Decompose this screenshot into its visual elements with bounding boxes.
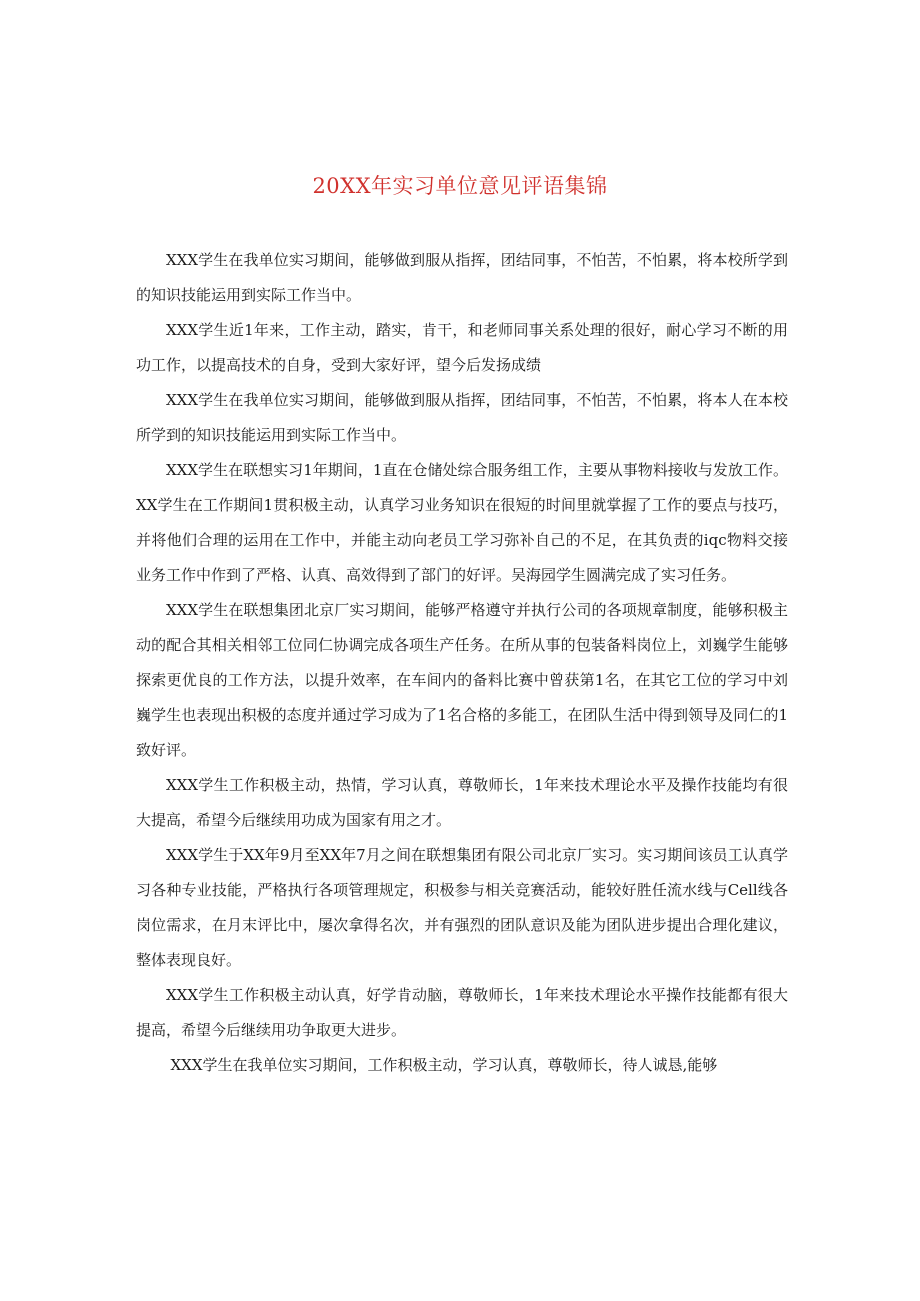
paragraph: XXX学生在联想实习1年期间，1直在仓储处综合服务组工作，主要从事物料接收与发放工作。XX学生在工作期间1贯积极主动，认真学习业务知识在很短的时间里就掌握了工作的要点与技巧，并将他们合理的运用在工作中，并能主动向老员工学习弥补自己的不足，在其负责的iqc物料交接业务工作中作到了严格、认真、高效得到了部门的好评。吴海园学生圆满完成了实习任务。 <box>136 461 788 584</box>
paragraph: XXX学生在联想集团北京厂实习期间，能够严格遵守并执行公司的各项规章制度，能够积极主动的配合其相关相邻工位同仁协调完成各项生产任务。在所从事的包装备料岗位上，刘巍学生能够探索更优良的工作方法，以提升效率，在车间内的备料比赛中曾获第1名，在其它工位的学习中刘巍学生也表现出积极的态度并通过学习成为了1名合格的多能工，在团队生活中得到领导及同仁的1致好评。 <box>136 601 788 759</box>
paragraph: XXX学生在我单位实习期间，工作积极主动，学习认真，尊敬师长，待人诚恳,能够 <box>170 1056 718 1074</box>
paragraph: XXX学生在我单位实习期间，能够做到服从指挥，团结同事，不怕苦，不怕累，将本校所学到的知识技能运用到实际工作当中。 <box>136 251 788 304</box>
paragraph: XXX学生工作积极主动，热情，学习认真，尊敬师长，1年来技术理论水平及操作技能均有很大提高，希望今后继续用功成为国家有用之才。 <box>136 776 788 829</box>
document-title: 20XX年实习单位意见评语集锦 <box>312 174 608 198</box>
paragraph: XXX学生在我单位实习期间，能够做到服从指挥，团结同事，不怕苦，不怕累，将本人在本校所学到的知识技能运用到实际工作当中。 <box>136 391 788 444</box>
paragraph: XXX学生于XX年9月至XX年7月之间在联想集团有限公司北京厂实习。实习期间该员工认真学习各种专业技能，严格执行各项管理规定，积极参与相关竞赛活动，能较好胜任流水线与Cell线各岗位需求，在月末评比中，屡次拿得名次，并有强烈的团队意识及能为团队进步提出合理化建议，整体表现良好。 <box>136 846 788 969</box>
paragraph: XXX学生工作积极主动认真，好学肯动脑，尊敬师长，1年来技术理论水平操作技能都有很大提高，希望今后继续用功争取更大进步。 <box>136 986 788 1039</box>
document-body <box>136 243 788 1083</box>
paragraph: XXX学生近1年来，工作主动，踏实，肯干，和老师同事关系处理的很好，耐心学习不断的用功工作，以提高技术的自身，受到大家好评，望今后发扬成绩 <box>136 321 788 374</box>
